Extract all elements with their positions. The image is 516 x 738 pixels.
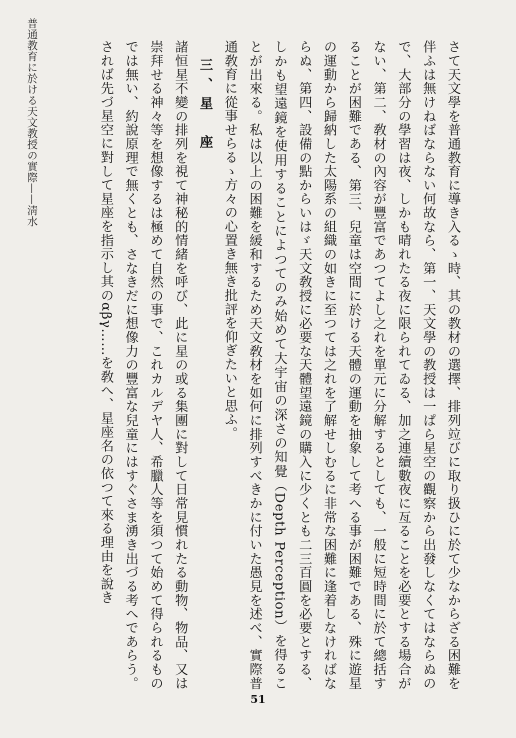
running-head: 普通教育に於ける天文教授の實際——淸水 xyxy=(26,18,38,227)
paragraph: 諸恒星不變の排列を視て神秘的情緒を呼び、此に星の或る集團に對して日常見慣れたる動物、物品、又は崇拜せる神々等を想像するは極めて自然の事で、これカルデヤ人、希臘人等を須つて始めて得られるものでは無い、約說原理で無くとも、さなきだに想像力の豐富な兒童にはすぐさま湧き出づる考へであらう。されば先づ星空に對して星座を指示し其のαβγ……を敎へ、星座名の依つて來る理由を說き xyxy=(97,40,188,690)
page-number: 51 xyxy=(250,693,266,706)
body-text xyxy=(92,40,464,690)
section-heading: 三、星 座 xyxy=(197,58,213,154)
paragraph: さて天文學を普通教育に導き入るゝ時、其の教材の選擇、排列竝びに取り扱ひに於て少なからざる困難を伴ふは無けねばならない何故なら、第一、天文學の教授は一ぱら星空の觀察から出發しなくてはならぬので、大部分の學習は夜、しかも晴れたる夜に限られてゐる、加之連續數夜に亙ることを必要とする場合がない、第二、敎材の內容が豐富であつてよし之れを單元に分解するとしても、一般に短時間に於て總括することが困難である、第三、兒童は空間に於ける天體の運動を抽象して考へる事が困難である、殊に遊星の運動から歸納した太陽系の組織の如きに至つては之れを了解せしむるに非常な困難に逢着しなければならぬ、第四、設備の點からいはゞ天文敎授に必要な天體望遠鏡の購入に少くとも二三百圓を必要とする、しかも望遠鏡を使用することによつてのみ始めて大宇宙の深さの知覺（Depth Perception）を得ることが出來る。私は以上の困難を緩和するため天文敎材を如何に排列すべきかに付いた愚見を述べ、實際普通敎育に從事せらるゝ方々の心置き無き批評を仰ぎたいと思ふ。 xyxy=(221,40,460,690)
